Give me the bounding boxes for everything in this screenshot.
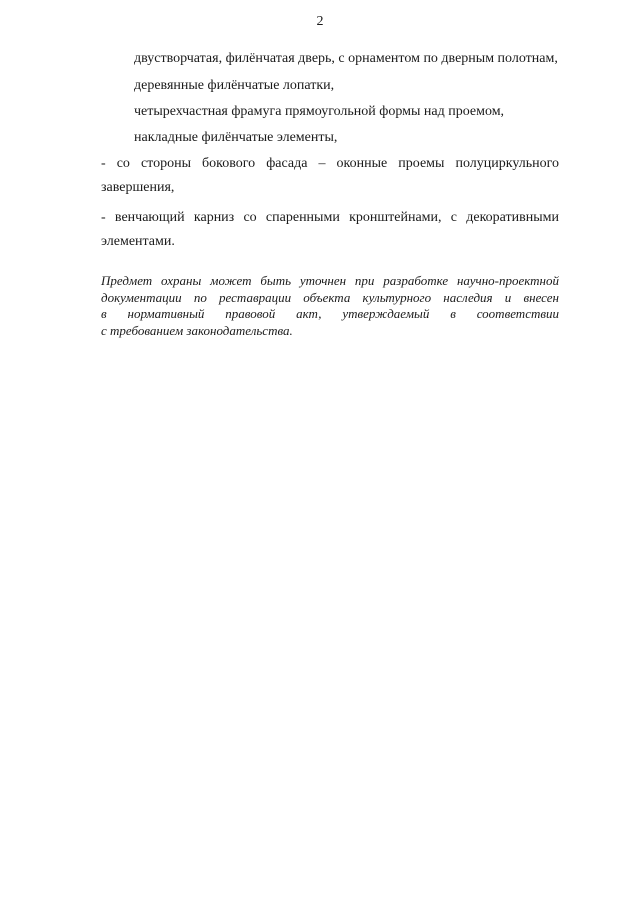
list-item-transom: четырехчастная фрамуга прямоугольной формы над проемом, — [134, 104, 505, 119]
list-item-overlay-elements: накладные филёнчатые элементы, — [134, 130, 338, 145]
page-number: 2 — [316, 14, 324, 29]
note-line: с требованием законодательства. — [101, 322, 293, 338]
protection-note — [101, 273, 559, 339]
paragraph-side-facade: - со стороны бокового фасада – оконные проемы полуциркульного завершения, — [101, 156, 559, 195]
list-item-door: двустворчатая, филёнчатая дверь, с орнаментом по дверным полотнам, — [134, 51, 558, 66]
list-item-pilasters: деревянные филёнчатые лопатки, — [134, 78, 335, 93]
note-line: документации по реставрации объекта культурного наследия и внесен — [101, 289, 559, 305]
note-line: в нормативный правовой акт, утверждаемый в соответствии — [101, 306, 559, 321]
paragraph-cornice: - венчающий карниз со спаренными кронштейнами, с декоративными элементами. — [101, 210, 559, 249]
note-line: Предмет охраны может быть уточнен при разработке научно-проектной — [101, 273, 559, 288]
